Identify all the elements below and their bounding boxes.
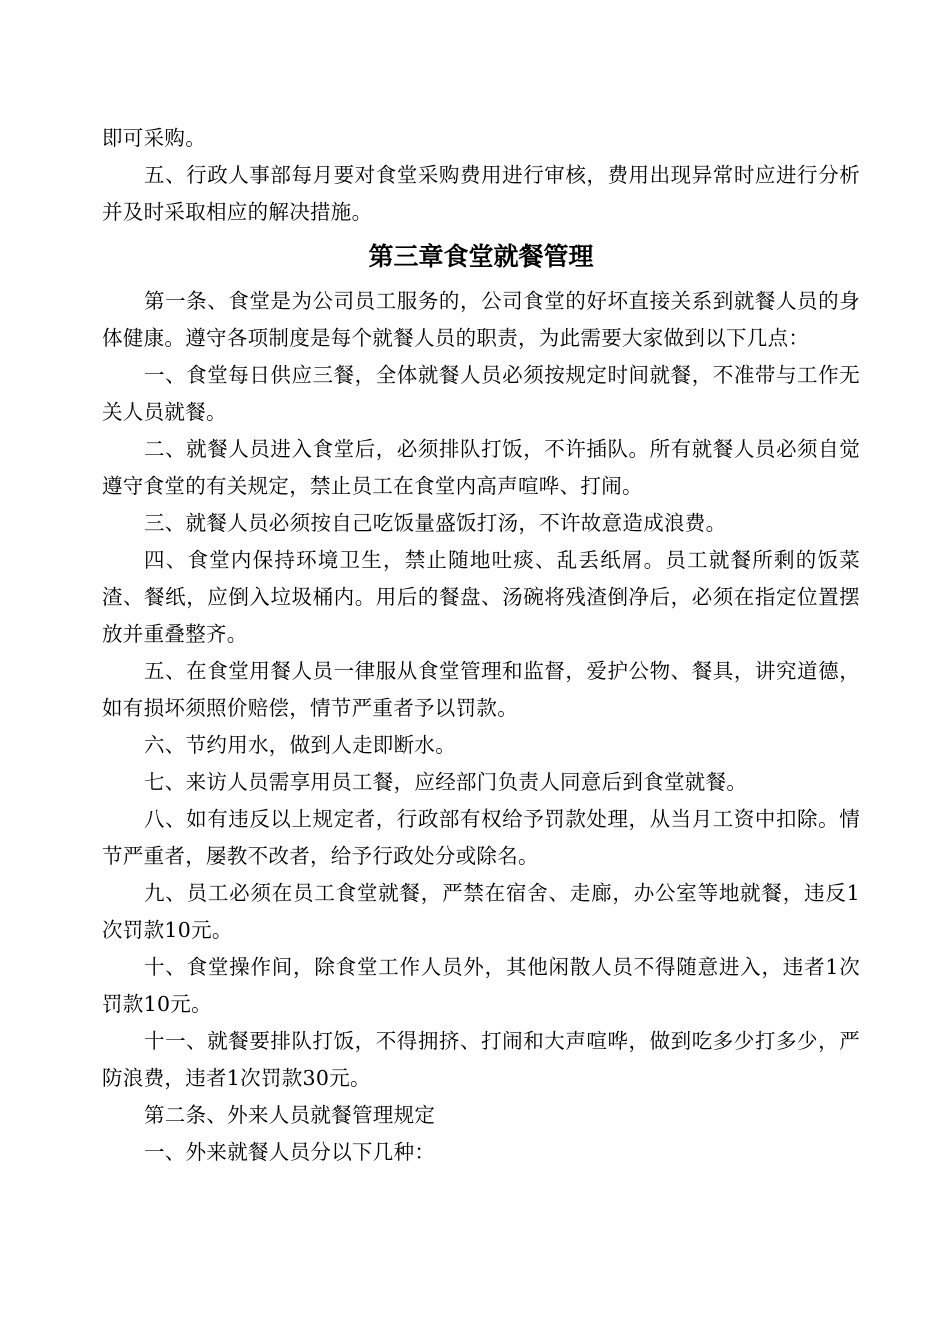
paragraph-rule-1: 一、食堂每日供应三餐，全体就餐人员必须按规定时间就餐，不准带与工作无关人员就餐。 [102, 363, 860, 424]
paragraph-rule-8: 八、如有违反以上规定者，行政部有权给予罚款处理，从当月工资中扣除。情节严重者，屡教不改者，给予行政处分或除名。 [102, 807, 860, 868]
paragraph-rule-11: 十一、就餐要排队打饭，不得拥挤、打闹和大声喧哗，做到吃多少打多少，严防浪费，违者1次罚款30元。 [102, 1029, 860, 1090]
paragraph-continuation: 即可采购。 [102, 126, 206, 150]
paragraph-article-2: 第二条、外来人员就餐管理规定 [144, 1103, 436, 1127]
paragraph-rule-3: 三、就餐人员必须按自己吃饭量盛饭打汤，不许故意造成浪费。 [144, 511, 727, 535]
paragraph-visitor-rule-1: 一、外来就餐人员分以下几种： [144, 1140, 436, 1164]
paragraph-rule-9: 九、员工必须在员工食堂就餐，严禁在宿舍、走廊，办公室等地就餐，违反1次罚款10元。 [102, 881, 860, 942]
paragraph-rule-5: 五、在食堂用餐人员一律服从食堂管理和监督，爱护公物、餐具，讲究道德，如有损坏须照价赔偿，情节严重者予以罚款。 [102, 659, 860, 720]
paragraph-rule-6: 六、节约用水，做到人走即断水。 [144, 733, 456, 757]
paragraph-item-5-audit: 五、行政人事部每月要对食堂采购费用进行审核，费用出现异常时应进行分析并及时采取相应的解决措施。 [102, 163, 860, 224]
paragraph-article-1: 第一条、食堂是为公司员工服务的，公司食堂的好坏直接关系到就餐人员的身体健康。遵守各项制度是每个就餐人员的职责，为此需要大家做到以下几点： [102, 289, 860, 350]
chapter-title: 第三章食堂就餐管理 [368, 242, 594, 271]
paragraph-rule-2: 二、就餐人员进入食堂后，必须排队打饭，不许插队。所有就餐人员必须自觉遵守食堂的有关规定，禁止员工在食堂内高声喧哗、打闹。 [102, 437, 860, 498]
paragraph-rule-10: 十、食堂操作间，除食堂工作人员外，其他闲散人员不得随意进入，违者1次罚款10元。 [102, 955, 860, 1016]
paragraph-rule-4: 四、食堂内保持环境卫生，禁止随地吐痰、乱丢纸屑。员工就餐所剩的饭菜渣、餐纸，应倒入垃圾桶内。用后的餐盘、汤碗将残渣倒净后，必须在指定位置摆放并重叠整齐。 [102, 548, 860, 646]
paragraph-rule-7: 七、来访人员需享用员工餐，应经部门负责人同意后到食堂就餐。 [144, 770, 748, 794]
document-page [102, 120, 860, 1171]
